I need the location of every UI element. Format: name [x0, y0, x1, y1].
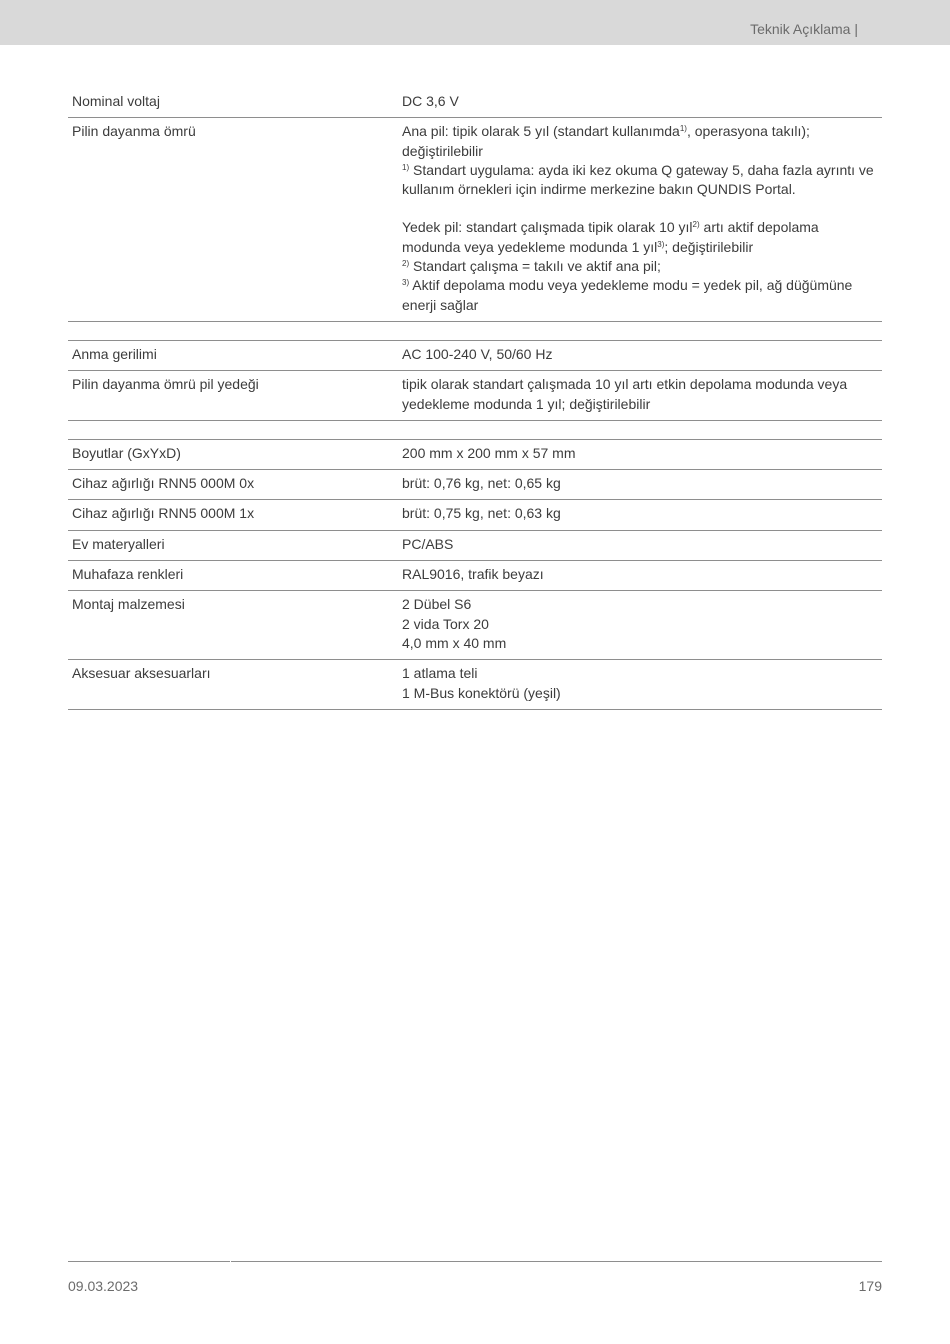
page-header-bar: [0, 0, 950, 45]
header-title: Teknik Açıklama |: [750, 21, 858, 37]
row-value: 200 mm x 200 mm x 57 mm: [398, 439, 882, 469]
row-label: Pilin dayanma ömrü: [68, 118, 398, 322]
row-label: Ev materyalleri: [68, 530, 398, 560]
mounting-line: 4,0 mm x 40 mm: [402, 634, 507, 651]
row-value: brüt: 0,76 kg, net: 0,65 kg: [398, 470, 882, 500]
table-spacer: [68, 420, 882, 439]
footnote-1: $^{1)}$ Standart uygulama: ayda iki kez okuma Q gateway 5, daha fazla ayrıntı ve kullanım örnekleri için indirme merkezine bakın QUNDIS Portal.: [402, 161, 874, 198]
accessory-line: 1 M-Bus konektörü (yeşil): [402, 684, 561, 701]
table-spacer: [68, 321, 882, 340]
row-value: [398, 591, 882, 660]
row-value: AC 100-240 V, 50/60 Hz: [398, 340, 882, 370]
table-row: [68, 530, 882, 560]
table-row: [68, 340, 882, 370]
table-row: [68, 439, 882, 469]
row-label: Anma gerilimi: [68, 340, 398, 370]
row-label: Boyutlar (GxYxD): [68, 439, 398, 469]
table-row: [68, 470, 882, 500]
row-value: DC 3,6 V: [398, 88, 882, 118]
table-row: [68, 371, 882, 421]
mounting-line: 2 Dübel S6: [402, 596, 472, 613]
spec-table: [68, 88, 882, 710]
row-label: Pilin dayanma ömrü pil yedeği: [68, 371, 398, 421]
accessory-line: 1 atlama teli: [402, 665, 478, 682]
row-label: Cihaz ağırlığı RNN5 000M 1x: [68, 500, 398, 530]
table-row: [68, 118, 882, 322]
row-value: [398, 660, 882, 710]
table-row: [68, 591, 882, 660]
footer-date: 09.03.2023: [68, 1278, 139, 1294]
table-row: [68, 660, 882, 710]
row-value: RAL9016, trafik beyazı: [398, 561, 882, 591]
row-label: Montaj malzemesi: [68, 591, 398, 660]
row-label: Aksesuar aksesuarları: [68, 660, 398, 710]
footer-divider: [68, 1261, 230, 1262]
backup-battery-text: Yedek pil: standart çalışmada tipik olarak 10 yıl$^{2)}$ artı aktif depolama modunda veya yedekleme modunda 1 yıl$^{3)}$; değiştirilebilir: [402, 219, 819, 255]
row-value: [398, 118, 882, 322]
main-battery-text: Ana pil: tipik olarak 5 yıl (standart kullanımda$^{1)}$, operasyona takılı); değiştirilebilir: [402, 123, 810, 159]
table-row: [68, 88, 882, 118]
page-number: 179: [858, 1278, 882, 1294]
row-label: Cihaz ağırlığı RNN5 000M 0x: [68, 470, 398, 500]
row-value: brüt: 0,75 kg, net: 0,63 kg: [398, 500, 882, 530]
table-row: [68, 500, 882, 530]
row-label: Nominal voltaj: [68, 88, 398, 118]
mounting-line: 2 vida Torx 20: [402, 615, 489, 632]
footnote-3: $^{3)}$ Aktif depolama modu veya yedekleme modu = yedek pil, ağ düğümüne enerji sağlar: [402, 277, 853, 313]
row-label: Muhafaza renkleri: [68, 561, 398, 591]
table-row: [68, 561, 882, 591]
footer-divider: [231, 1261, 882, 1262]
footnote-2: $^{2)}$ Standart çalışma = takılı ve aktif ana pil;: [402, 258, 661, 275]
row-value: PC/ABS: [398, 530, 882, 560]
row-value: tipik olarak standart çalışmada 10 yıl artı etkin depolama modunda veya yedekleme modunda 1 yıl; değiştirilebilir: [398, 371, 882, 421]
